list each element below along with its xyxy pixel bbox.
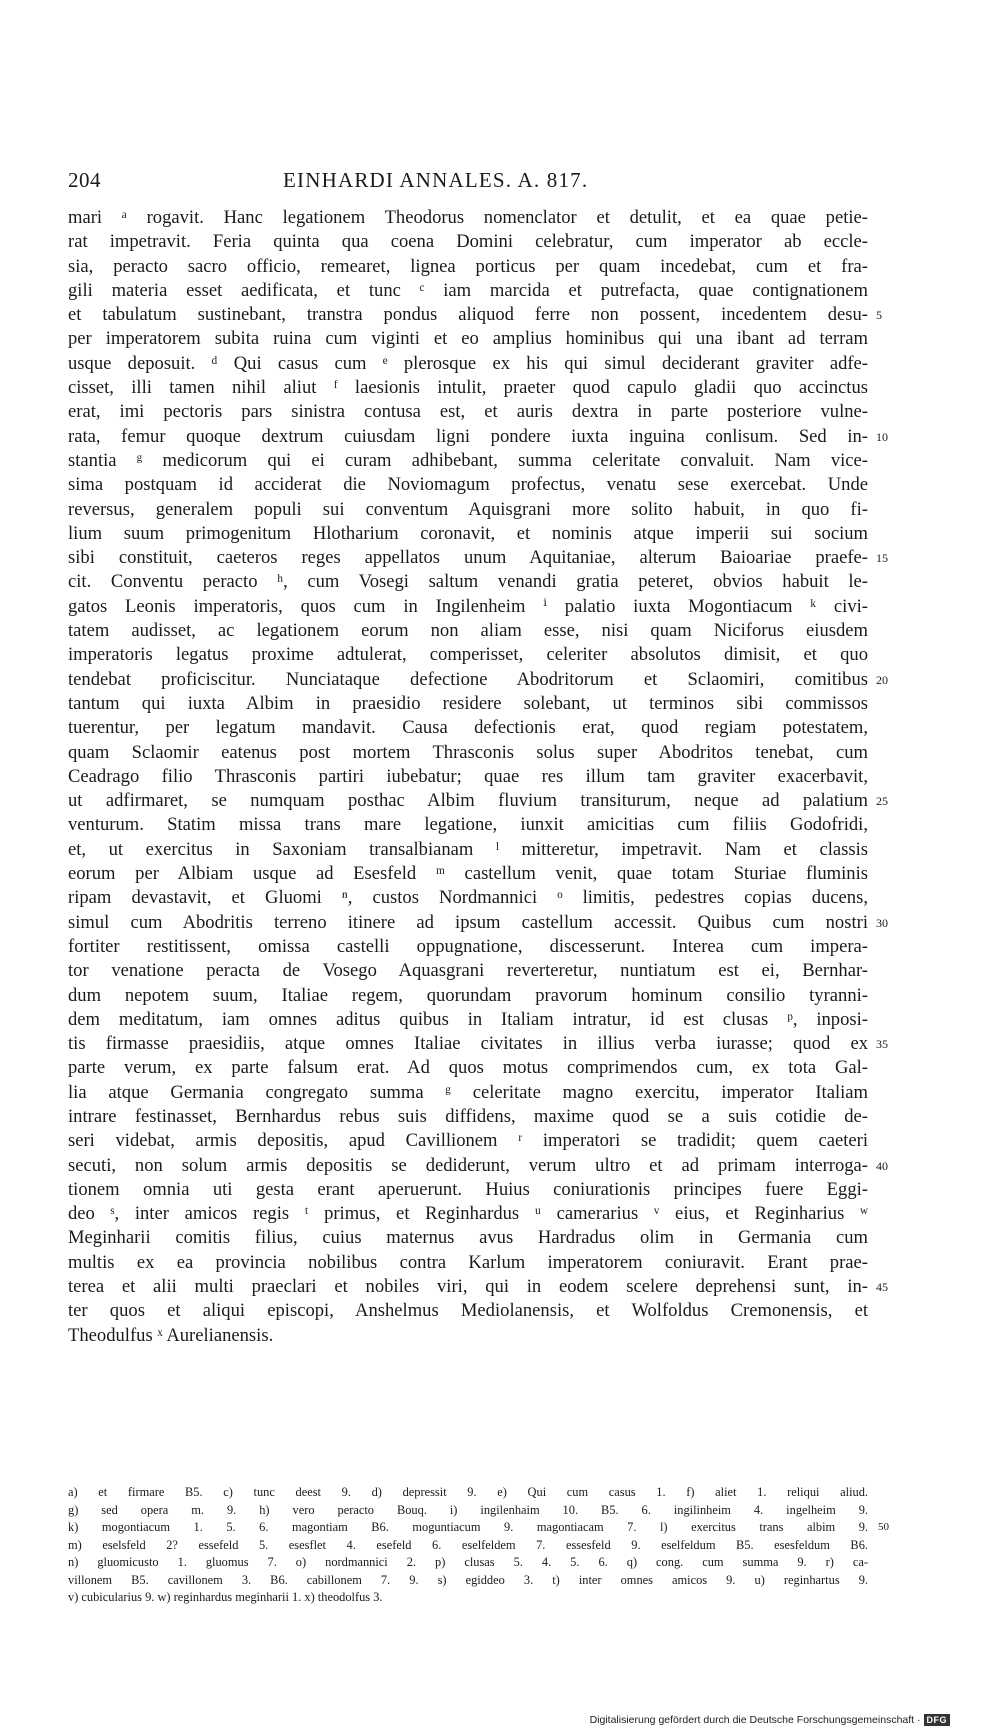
running-title: EINHARDI ANNALES. A. 817. [283, 168, 589, 192]
text-line: cit. Conventu peracto ʰ, cum Vosegi saltum venandi gratia peteret, obvios habuit le- [68, 571, 868, 593]
text-line: tendebat proficiscitur. Nunciataque defectione Abodritorum et Sclaomiri, comitibus [68, 668, 868, 690]
text-line: eorum per Albiam usque ad Esesfeld ᵐ castellum venit, quae totam Sturiae fluminis [68, 863, 868, 885]
text-line: imperatoris legatus proxime adtulerat, comperisset, celeriter absolutos dimisit, et quo [68, 644, 868, 666]
text-line: tis firmasse praesidiis, atque omnes Italiae civitates in illius verba iurasse; quod ex [68, 1033, 868, 1055]
footnote-line: a) et firmare B5. c) tunc deest 9. d) depressit 9. e) Qui cum casus 1. f) aliet 1. reliqui aliud. [68, 1485, 868, 1499]
page-header [68, 168, 928, 198]
line-number: 30 [876, 915, 888, 930]
text-line: fortiter restitissent, omissa castelli oppugnatione, discesserunt. Interea cum impera- [68, 935, 868, 957]
page-number: 204 [68, 168, 101, 192]
text-line: per imperatorem subita ruina cum viginti et eo amplius hominibus qui una ibant ad terram [68, 328, 868, 350]
text-line: sibi constituit, caeteros reges appellatos unum Aquitaniae, alterum Baioariae praefe- [68, 547, 868, 569]
footnote-line: n) gluomicusto 1. gluomus 7. o) nordmannici 2. p) clusas 5. 4. 5. 6. q) cong. cum summa 9. r) ca- [68, 1555, 868, 1569]
text-line: venturum. Statim missa trans mare legatione, iunxit amicitias cum filiis Godofridi, [68, 814, 868, 836]
footnote-line: villonem B5. cavillonem 3. B6. cabillonem 7. 9. s) egiddeo 3. t) inter omnes amicos 9. u) reginhartus 9. [68, 1572, 868, 1587]
text-line: multis ex ea provincia nobilibus contra Karlum imperatorem coniuravit. Erant prae- [68, 1251, 868, 1273]
digitization-credit [590, 1714, 950, 1726]
text-line: terea et alii multi praeclari et nobiles viri, qui in eodem scelere deprehensi sunt, in- [68, 1276, 868, 1298]
text-line: Meginharii comitis filius, cuius maternus avus Hardradus olim in Germania cum [68, 1227, 868, 1249]
credit-text: Digitalisierung gefördert durch die Deutsche Forschungsgemeinschaft · [589, 1714, 921, 1726]
line-number: 45 [876, 1280, 888, 1295]
text-line: tatem audisset, ac legationem eorum non aliam esse, nisi quam Niciforus eiusdem [68, 620, 868, 642]
text-line: lium suum primogenitum Hlotharium coronavit, et nominis atque imperii sui socium [68, 522, 868, 544]
footnote-line: v) cubicularius 9. w) reginhardus meginharii 1. x) theodolfus 3. [68, 1590, 383, 1604]
text-line: gili materia esset aedificata, et tunc ᶜ iam marcida et putrefacta, quae contignationem [68, 279, 868, 301]
line-number: 20 [876, 672, 888, 687]
text-line: intrare festinasset, Bernhardus rebus suis diffidens, maxime quod se a suis cotidie de- [68, 1105, 868, 1127]
text-line: mari ᵃ rogavit. Hanc legationem Theodorus nomenclator et detulit, et ea quae petie- [68, 207, 868, 228]
text-line: tionem omnia uti gesta erant aperuerunt. Huius coniurationis principes fuere Eggi- [68, 1178, 868, 1200]
text-line: sia, peracto sacro officio, remearet, lignea porticus per quam incedebat, cum et fra- [68, 255, 868, 277]
text-line: sima postquam id acciderat die Noviomagum profectus, venatu sese exercebat. Unde [68, 474, 868, 496]
text-line: tantum qui iuxta Albim in praesidio residere solebant, ut terminos sibi commissos [68, 692, 868, 714]
text-line: rat impetravit. Feria quinta qua coena Domini celebratur, cum imperator ab eccle- [68, 231, 868, 253]
text-line: Theodulfus ˣ Aurelianensis. [68, 1324, 274, 1346]
footnote-line: m) eselsfeld 2? essefeld 5. esesflet 4. esefeld 6. eselfeldem 7. essesfeld 9. eselfeldum B5. esesfeldum B6. [68, 1537, 868, 1552]
line-number: 15 [876, 551, 888, 566]
text-line: secuti, non solum armis depositis se dediderunt, verum ultro et ad primam interroga- [68, 1154, 868, 1176]
line-number: 35 [876, 1037, 888, 1052]
text-line: tor venatione peracta de Vosego Aquasgrani reverteretur, nuntiatum est ei, Bernhar- [68, 960, 868, 982]
text-line: rata, femur quoque dextrum cuiusdam ligni pondere iuxta inguina conlisum. Sed in- [68, 425, 868, 447]
text-line: dum nepotem suum, Italiae regem, quorundam pravorum hominum consilio tyranni- [68, 984, 868, 1006]
footnote-line: k) mogontiacum 1. 5. 6. magontiam B6. moguntiacum 9. magontiacam 7. l) exercitus trans albim 9. [68, 1520, 868, 1534]
text-line: dem meditatum, iam omnes aditus quibus in Italiam intratur, id est clusas ᵖ, inposi- [68, 1008, 868, 1030]
text-line: ripam devastavit, et Gluomi ⁿ, custos Nordmannici ᵒ limitis, pedestres copias ducens, [68, 887, 868, 909]
line-number: 40 [876, 1158, 888, 1173]
text-line: cisset, illi tamen nihil aliut ᶠ laesionis intulit, praeter quod capulo gladii quo accinctus [68, 377, 868, 399]
text-line: lia atque Germania congregato summa ᵍ celeritate magno exercitu, imperator Italiam [68, 1081, 868, 1103]
text-line: reversus, generalem populi sui conventum Aquisgrani more solito habuit, in quo fi- [68, 498, 868, 520]
text-line: deo ˢ, inter amicos regis ᵗ primus, et Reginhardus ᵘ camerarius ᵛ eius, et Reginharius ʷ [68, 1203, 868, 1225]
line-number: 10 [876, 429, 888, 444]
footnotes [68, 1484, 868, 1607]
text-line: parte verum, ex parte falsum erat. Ad quos motus comprimendos cum, ex tota Gal- [68, 1057, 868, 1079]
text-line: ut adfirmaret, se numquam posthac Albim fluvium transiturum, neque ad palatium [68, 790, 868, 812]
text-line: et, ut exercitus in Saxoniam transalbianam ˡ mitteretur, impetravit. Nam et classis [68, 838, 868, 860]
text-line: seri videbat, armis depositis, apud Cavillionem ʳ imperatori se tradidit; quem caeteri [68, 1130, 868, 1152]
text-line: Ceadrago filio Thrasconis partiri iubebatur; quae res illum tam graviter exacerbavit, [68, 765, 868, 787]
main-text [68, 206, 868, 1348]
text-line: et tabulatum sustinebant, transtra pondus aliquod ferre non possent, incedentem desu- [68, 304, 868, 326]
text-line: simul cum Abodritis terreno itinere ad ipsum castellum accessit. Quibus cum nostri [68, 911, 868, 933]
text-line: ter quos et aliqui episcopi, Anshelmus Mediolanensis, et Wolfoldus Cremonensis, et [68, 1300, 868, 1322]
footnote-line: g) sed opera m. 9. h) vero peracto Bouq. i) ingilenhaim 10. B5. 6. ingilinheim 4. ingelheim 9. [68, 1502, 868, 1517]
line-number: 25 [876, 794, 888, 809]
text-line: quam Sclaomir eatenus post mortem Thrasconis solus super Abodritos tenebat, cum [68, 741, 868, 763]
footnote-line-number: 50 [878, 1521, 889, 1533]
text-line: gatos Leonis imperatoris, quos cum in Ingilenheim ⁱ palatio iuxta Mogontiacum ᵏ civi- [68, 595, 868, 617]
text-line: usque deposuit. ᵈ Qui casus cum ᵉ plerosque ex his qui simul deciderant graviter adfe- [68, 352, 868, 374]
dfg-logo: DFG [924, 1714, 951, 1726]
line-number: 5 [876, 308, 882, 323]
text-line: tuerentur, per legatum mandavit. Causa defectionis erat, quod regiam potestatem, [68, 717, 868, 739]
text-line: erat, imi pectoris pars sinistra contusa est, et auris dextra in parte posteriore vulne- [68, 401, 868, 423]
text-line: stantia ᵍ medicorum qui ei curam adhibebant, summa celeritate convaluit. Nam vice- [68, 449, 868, 471]
